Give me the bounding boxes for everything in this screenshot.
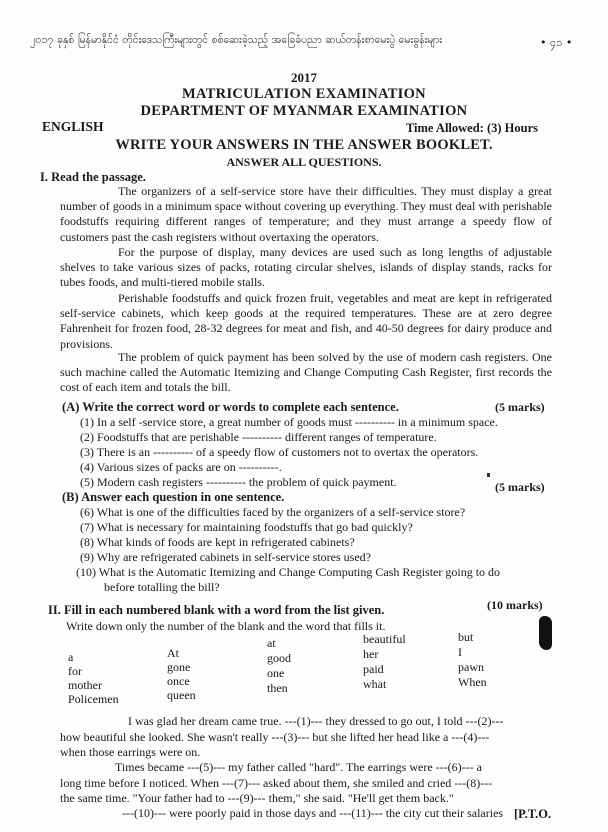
- word-list-item: her: [363, 647, 379, 661]
- exam-subject: ENGLISH: [42, 119, 104, 134]
- word-list-item: When: [458, 675, 487, 689]
- partA-title: (A) Write the correct word or words to complete each sentence.: [62, 400, 399, 414]
- word-list-item: paid: [363, 662, 384, 676]
- question-item-continued: before totalling the bill?: [104, 580, 220, 594]
- question-item: (1) In a self -service store, a great number of goods must ---------- in a minimum space.: [80, 415, 498, 429]
- partB-marks: (5 marks): [495, 480, 545, 494]
- section2-title: II. Fill in each numbered blank with a word from the list given.: [48, 603, 385, 617]
- word-list-item: gone: [167, 660, 191, 674]
- passage-paragraph: [60, 184, 552, 245]
- exam-title: MATRICULATION EXAMINATION: [182, 86, 426, 102]
- story-line: how beautiful she looked. She wasn't really ---(3)--- but she lifted her head like a ---(4)---: [60, 730, 490, 744]
- word-list-item: what: [363, 677, 387, 691]
- partA-marks: (5 marks): [495, 400, 545, 414]
- please-turn-over: [P.T.O.: [514, 807, 552, 821]
- story-line: when those earrings were on.: [60, 745, 201, 759]
- story-line: long time before I noticed. When ---(7)--- asked about them, she smiled and cried ---(8)---: [60, 776, 493, 790]
- word-list-item: for: [68, 664, 82, 678]
- word-list-item: once: [167, 674, 190, 688]
- question-item: (7) What is necessary for maintaining foodstuffs that go bad quickly?: [80, 520, 413, 534]
- passage-paragraph: [60, 350, 552, 396]
- paragraph-text: Perishable foodstuffs and quick frozen fruit, vegetables and meat are kept in refrigerated self-service cabinets, which keep goods at the required temperatures. These are at zero degree Fahrenheit for frozen food, 28-32 degrees for meat and fish, and 40-50 degrees for dairy produce and provisions.: [60, 291, 552, 351]
- word-list-item: good: [267, 651, 291, 665]
- word-list-item: Policemen: [68, 692, 119, 706]
- word-list-item: a: [68, 650, 74, 664]
- instruction-answer-all: ANSWER ALL QUESTIONS.: [226, 155, 382, 169]
- section2-marks: (10 marks): [487, 598, 543, 612]
- word-list-item: queen: [167, 688, 196, 702]
- question-item: (10) What is the Automatic Itemizing and Change Computing Cash Register going to do: [76, 565, 501, 579]
- word-list-item: At: [167, 646, 179, 660]
- stray-mark: [487, 473, 490, 477]
- question-item: (2) Foodstuffs that are perishable ---------- different ranges of temperature.: [80, 430, 437, 444]
- partB-title: (B) Answer each question in one sentence.: [62, 490, 285, 504]
- myanmar-header: ၂၀၁၇ ခုနှစ် မြန်မာနိုင်ငံ တိုင်းဒေသကြီးများတွင် စစ်ဆေးခဲ့သည့် အခြေခံပညာ ဆယ်တန်းစာမေးပွဲ မေးခွန်းများ: [30, 34, 443, 46]
- question-item: (5) Modern cash registers ---------- the problem of quick payment.: [80, 475, 397, 489]
- paragraph-text: The problem of quick payment has been solved by the use of modern cash registers. One such machine called the Automatic Itemizing and Change Computing Cash Register, first records the cost of each item and totals the bill.: [60, 350, 552, 395]
- word-list-item: but: [458, 630, 474, 644]
- paragraph-text: The organizers of a self-service store have their difficulties. They must display a great number of goods in a minimum space without covering up everything. They must deal with perishable foodstuffs requiring different ranges of temperature; and they must arrange a speedy flow of customers past the cash registers without overtaxing the operators.: [60, 184, 552, 244]
- question-item: (9) Why are refrigerated cabinets in self-service stores used?: [80, 550, 371, 564]
- question-item: (6) What is one of the difficulties faced by the organizers of a self-service store?: [80, 505, 466, 519]
- story-line: I was glad her dream came true. ---(1)--- they dressed to go out, I told ---(2)---: [128, 714, 504, 728]
- word-list-item: at: [267, 636, 276, 650]
- word-list-item: mother: [68, 678, 102, 692]
- passage-paragraph: [60, 245, 552, 291]
- section1-title: I. Read the passage.: [40, 170, 146, 184]
- question-item: (8) What kinds of foods are kept in refrigerated cabinets?: [80, 535, 355, 549]
- time-allowed: Time Allowed: (3) Hours: [405, 121, 538, 135]
- instruction-answer-booklet: WRITE YOUR ANSWERS IN THE ANSWER BOOKLET.: [115, 137, 493, 153]
- word-list-item: I: [458, 645, 462, 659]
- question-item: (4) Various sizes of packs are on ----------.: [80, 460, 282, 474]
- word-list-item: then: [267, 681, 288, 695]
- word-list-item: beautiful: [363, 632, 406, 646]
- page-number: • ၄၁ •: [540, 36, 573, 49]
- story-line: the same time. "Your father had to ---(9)--- them," she said. "He'll get them back.": [60, 791, 454, 805]
- paragraph-text: For the purpose of display, many devices are used such as long lengths of adjustable shelves to take various sizes of packs, rotating circular shelves, islands of display stands, racks for tubes foods, and multi-tiered mobile stalls.: [60, 245, 552, 290]
- word-list-item: one: [267, 666, 285, 680]
- story-line: Times became ---(5)--- my father called "hard". The earrings were ---(6)--- a: [115, 760, 482, 774]
- story-line: ---(10)--- were poorly paid in those days and ---(11)--- the city cut their salaries: [122, 806, 504, 820]
- section2-instruction: Write down only the number of the blank and the word that fills it.: [66, 619, 386, 633]
- question-item: (3) There is an ---------- of a speedy flow of customers not to overtax the operators.: [80, 445, 479, 459]
- exam-year: 2017: [291, 70, 317, 85]
- exam-department: DEPARTMENT OF MYANMAR EXAMINATION: [140, 103, 468, 119]
- ink-blot: [539, 616, 552, 650]
- passage-paragraph: [60, 291, 552, 352]
- word-list-item: pawn: [458, 660, 484, 674]
